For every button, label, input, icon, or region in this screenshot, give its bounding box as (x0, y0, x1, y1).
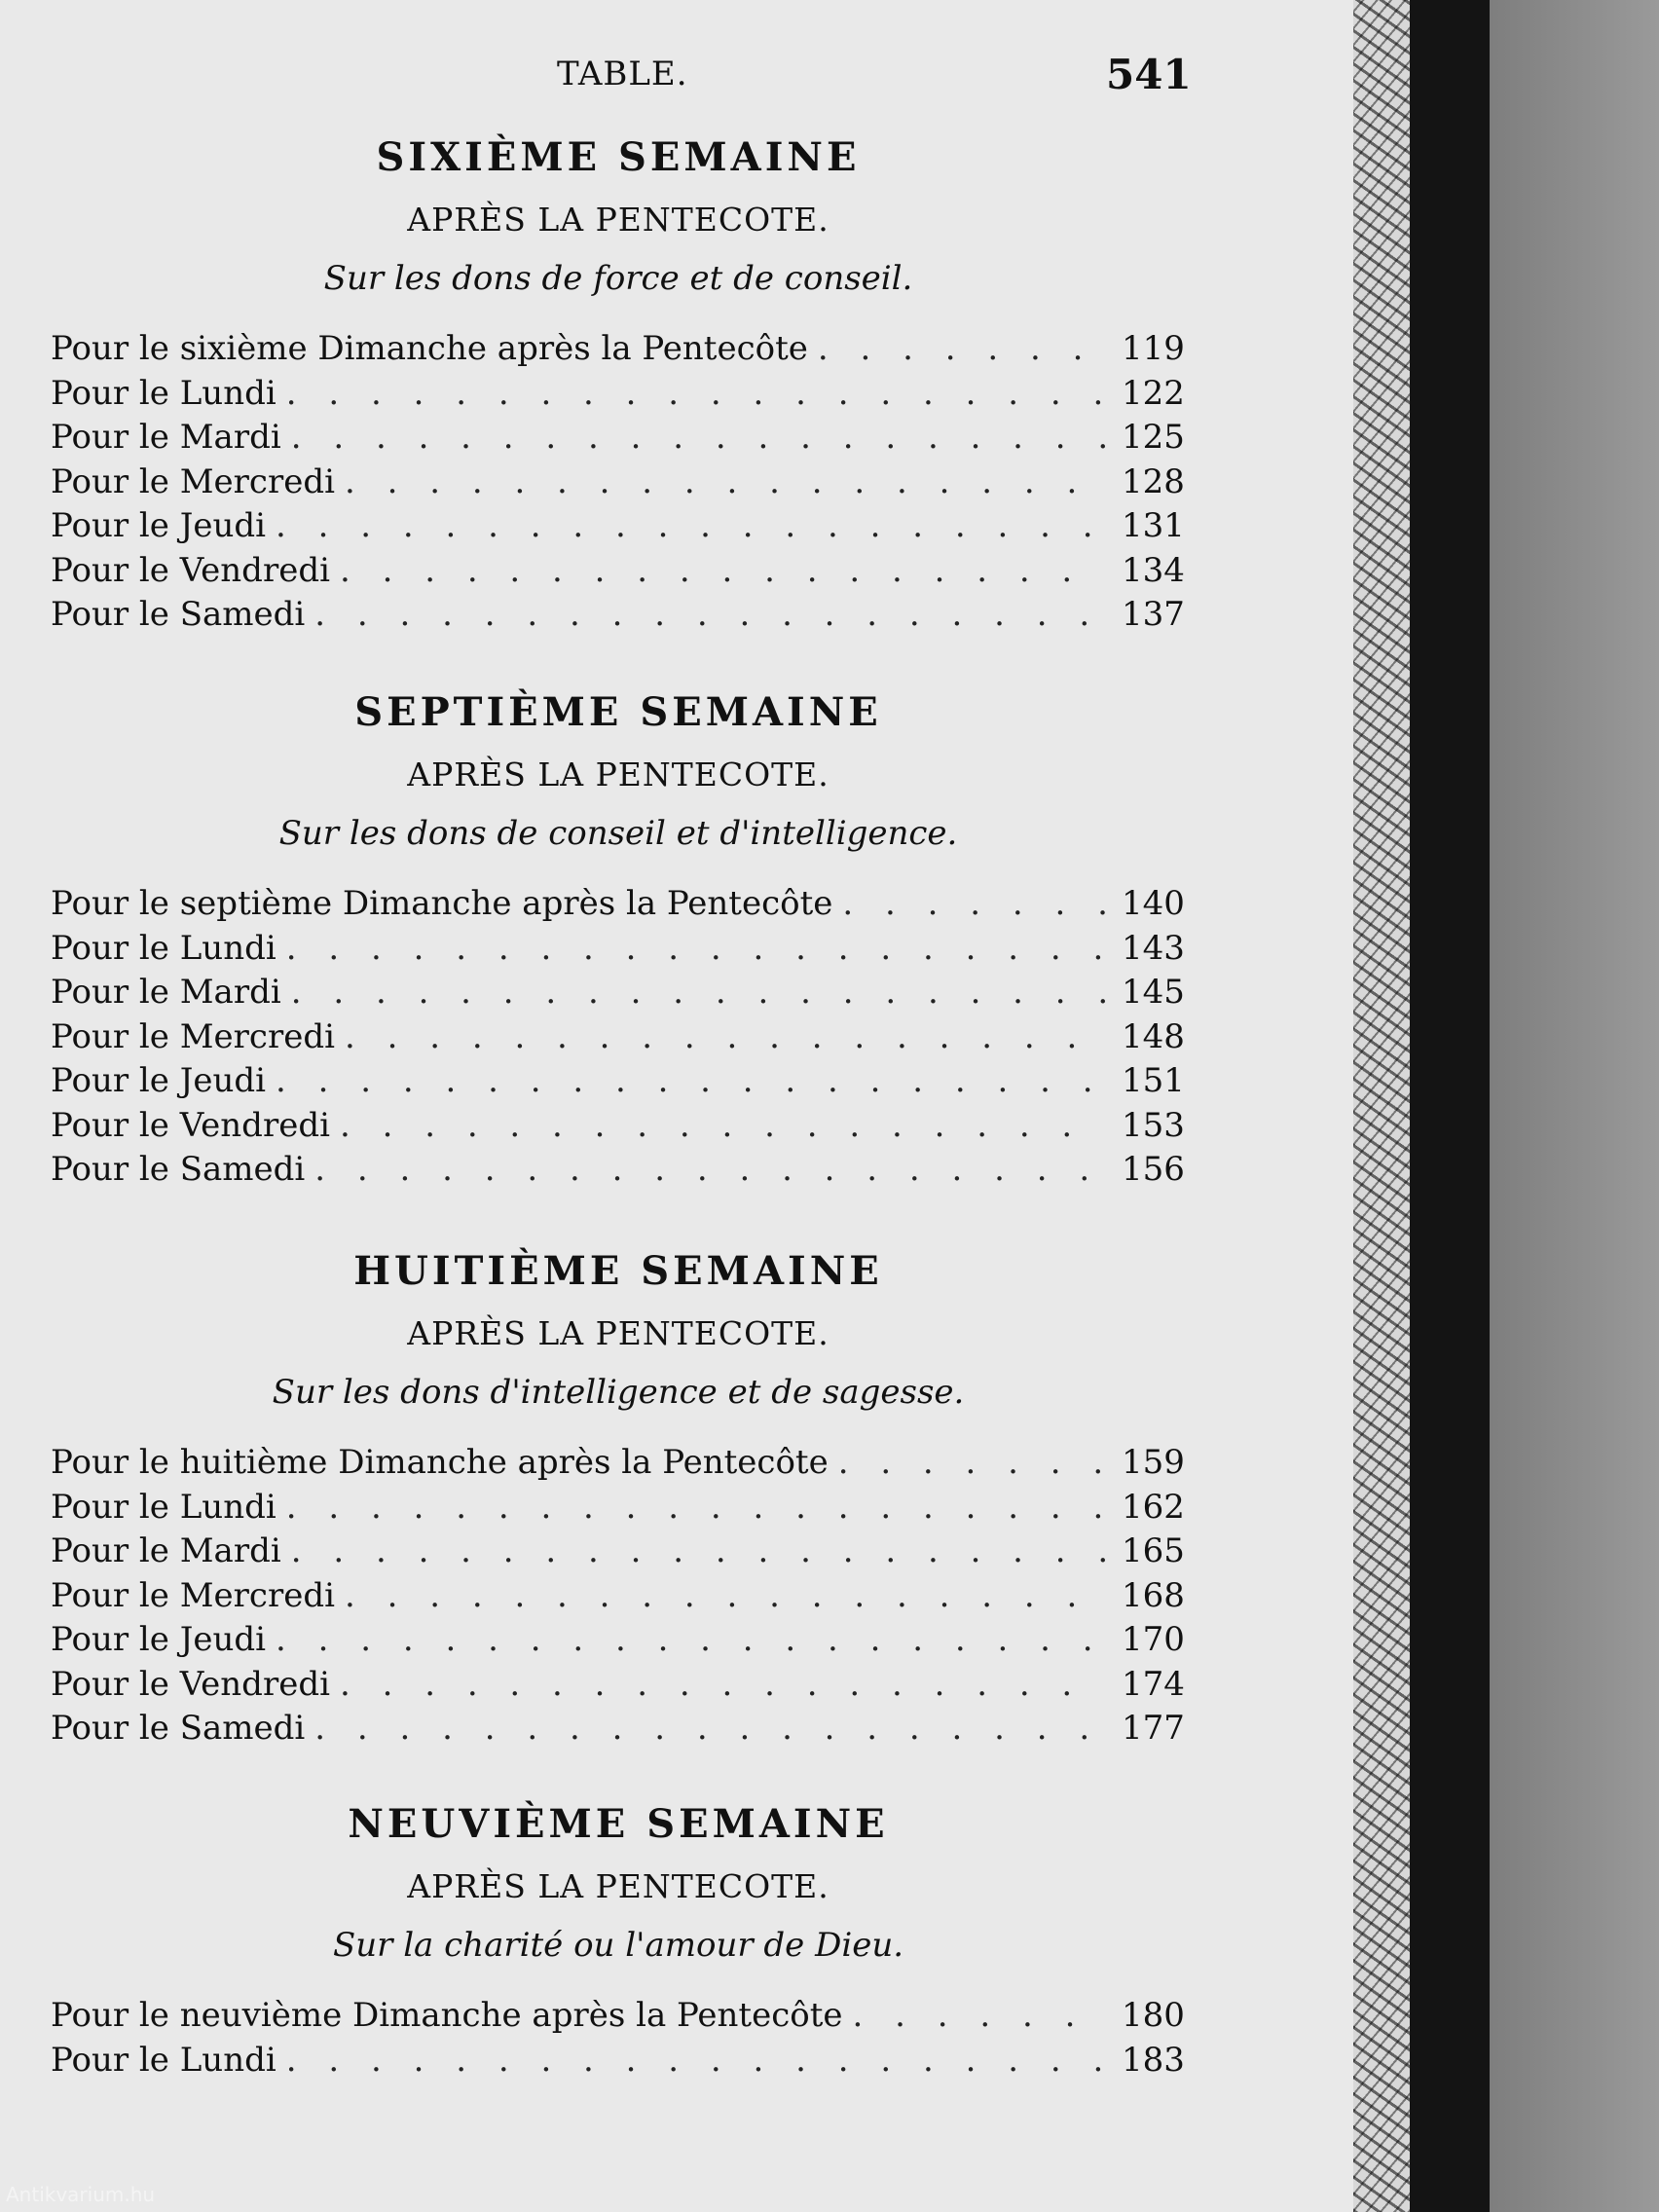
entry-label: Pour le Mercredi (51, 1575, 335, 1615)
dot-leader (838, 1443, 1106, 1482)
entry-label: Pour le neuvième Dimanche après la Pentecôte (51, 1996, 843, 2035)
dot-leader (345, 462, 1106, 501)
entry-label: Pour le Lundi (51, 928, 276, 968)
entry-page: 145 (1122, 973, 1185, 1012)
toc-entry (51, 506, 1185, 551)
entry-label: Pour le huitième Dimanche après la Pentecôte (51, 1443, 829, 1482)
entry-label: Pour le Samedi (51, 1150, 306, 1189)
section-subtitle: APRÈS LA PENTECOTE. (407, 1314, 830, 1352)
entry-list (51, 329, 1185, 640)
entry-label: Pour le Lundi (51, 373, 276, 413)
toc-entry (51, 329, 1185, 374)
dot-leader (345, 1576, 1106, 1615)
entry-page: 119 (1122, 329, 1185, 368)
dot-leader (340, 551, 1106, 590)
section-title: HUITIÈME SEMAINE (353, 1248, 883, 1294)
background-surface (1490, 0, 1659, 2212)
toc-entry (51, 1105, 1185, 1151)
dot-leader (314, 1709, 1106, 1748)
entry-label: Pour le Jeudi (51, 1061, 267, 1100)
section-theme: Sur les dons d'intelligence et de sagesse. (272, 1373, 965, 1412)
entry-list (51, 1996, 1185, 2084)
entry-page: 162 (1122, 1487, 1185, 1527)
entry-label: Pour le Mardi (51, 973, 281, 1012)
running-title: TABLE. (557, 55, 688, 93)
entry-page: 122 (1122, 373, 1185, 413)
entry-page: 177 (1122, 1709, 1185, 1748)
toc-entry (51, 461, 1185, 507)
entry-page: 128 (1122, 461, 1185, 501)
dot-leader (276, 1620, 1106, 1659)
toc-entry (51, 1061, 1185, 1106)
marbled-page-edge (1353, 0, 1410, 2212)
dot-leader (286, 929, 1106, 968)
entry-page: 143 (1122, 928, 1185, 968)
dot-leader (291, 418, 1106, 457)
toc-entry (51, 1996, 1185, 2041)
watermark: Antikvarium.hu (6, 2183, 156, 2206)
toc-entry (51, 418, 1185, 462)
toc-entry (51, 1709, 1185, 1753)
entry-label: Pour le Vendredi (51, 550, 330, 590)
entry-label: Pour le Mercredi (51, 1016, 335, 1056)
entry-label: Pour le Jeudi (51, 1620, 267, 1659)
toc-entry (51, 1487, 1185, 1532)
entry-label: Pour le septième Dimanche après la Pentecôte (51, 884, 833, 923)
entry-list (51, 1443, 1185, 1753)
book-cover-edge (1410, 0, 1490, 2212)
entry-page: 134 (1122, 550, 1185, 590)
dot-leader (842, 884, 1106, 923)
entry-label: Pour le sixième Dimanche après la Pentecôte (51, 329, 808, 368)
toc-entry (51, 550, 1185, 596)
toc-entry (51, 373, 1185, 419)
section-theme: Sur les dons de force et de conseil. (323, 259, 913, 298)
dot-leader (286, 374, 1106, 413)
entry-page: 159 (1122, 1443, 1185, 1482)
toc-entry (51, 1443, 1185, 1488)
entry-page: 156 (1122, 1150, 1185, 1189)
dot-leader (286, 2041, 1106, 2080)
dot-leader (340, 1106, 1106, 1145)
toc-entry (51, 1016, 1185, 1062)
entry-label: Pour le Mardi (51, 418, 281, 457)
section-subtitle: APRÈS LA PENTECOTE. (407, 1867, 830, 1905)
entry-label: Pour le Vendredi (51, 1664, 330, 1704)
page-number: 541 (1106, 51, 1192, 98)
entry-label: Pour le Mercredi (51, 461, 335, 501)
entry-page: 125 (1122, 418, 1185, 457)
entry-page: 137 (1122, 595, 1185, 634)
page-header (0, 51, 1381, 109)
toc-entry (51, 2040, 1185, 2085)
toc-entry (51, 1664, 1185, 1710)
toc-entry (51, 1150, 1185, 1195)
entry-label: Pour le Samedi (51, 1709, 306, 1748)
dot-leader (340, 1665, 1106, 1704)
entry-page: 151 (1122, 1061, 1185, 1100)
dot-leader (276, 506, 1106, 545)
section-theme: Sur la charité ou l'amour de Dieu. (332, 1926, 904, 1965)
toc-entry (51, 884, 1185, 929)
toc-entry (51, 1575, 1185, 1621)
entry-label: Pour le Lundi (51, 1487, 276, 1527)
entry-page: 148 (1122, 1016, 1185, 1056)
section-subtitle: APRÈS LA PENTECOTE. (407, 201, 830, 239)
entry-page: 180 (1122, 1996, 1185, 2035)
entry-page: 140 (1122, 884, 1185, 923)
dot-leader (276, 1061, 1106, 1100)
dot-leader (345, 1017, 1106, 1056)
toc-entry (51, 1620, 1185, 1665)
dot-leader (853, 1996, 1107, 2035)
entry-label: Pour le Vendredi (51, 1105, 330, 1145)
entry-page: 165 (1122, 1531, 1185, 1570)
entry-page: 183 (1122, 2040, 1185, 2080)
dot-leader (314, 1150, 1106, 1189)
entry-page: 174 (1122, 1664, 1185, 1704)
entry-label: Pour le Mardi (51, 1531, 281, 1570)
entry-label: Pour le Jeudi (51, 506, 267, 545)
toc-entry (51, 595, 1185, 640)
section-theme: Sur les dons de conseil et d'intelligence. (278, 814, 958, 853)
toc-entry (51, 973, 1185, 1017)
section-subtitle: APRÈS LA PENTECOTE. (407, 756, 830, 793)
entry-page: 168 (1122, 1575, 1185, 1615)
section-title: SIXIÈME SEMAINE (376, 134, 861, 180)
entry-page: 131 (1122, 506, 1185, 545)
toc-entry (51, 1531, 1185, 1576)
entry-label: Pour le Samedi (51, 595, 306, 634)
dot-leader (291, 973, 1106, 1012)
entry-list (51, 884, 1185, 1195)
entry-page: 170 (1122, 1620, 1185, 1659)
section-title: NEUVIÈME SEMAINE (348, 1801, 889, 1847)
entry-page: 153 (1122, 1105, 1185, 1145)
dot-leader (286, 1488, 1106, 1527)
dot-leader (818, 329, 1106, 368)
section-title: SEPTIÈME SEMAINE (354, 689, 882, 735)
dot-leader (314, 595, 1106, 634)
toc-entry (51, 928, 1185, 974)
dot-leader (291, 1531, 1106, 1570)
entry-label: Pour le Lundi (51, 2040, 276, 2080)
